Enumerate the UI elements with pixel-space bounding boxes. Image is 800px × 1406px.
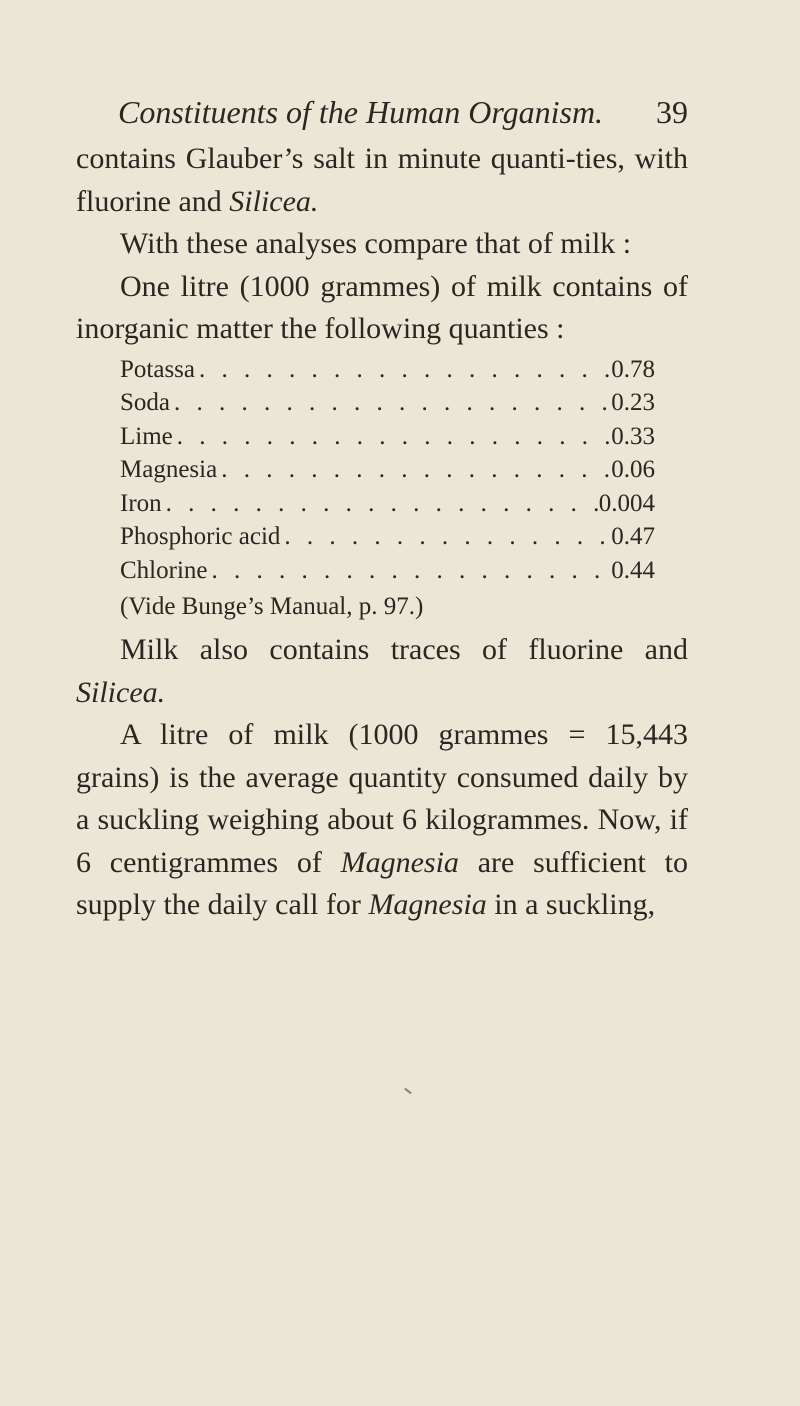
dot-leader: [173, 420, 611, 454]
paragraph-text: contains Glauber’s salt in minute quanti-ties, with fluorine and: [76, 142, 688, 218]
row-label: Lime: [120, 422, 173, 450]
paragraph-traces: [76, 629, 688, 714]
paragraph-suckling: [76, 714, 688, 927]
paragraph-italic-term: Silicea.: [76, 675, 166, 709]
page-number: 39: [656, 94, 688, 130]
row-label: Chlorine: [120, 556, 208, 584]
paragraph-text: Milk also contains traces of fluorine and: [120, 633, 688, 666]
row-value: 0.78: [611, 355, 655, 383]
table-citation: (Vide Bunge’s Manual, p. 97.): [120, 593, 424, 620]
table-row: [120, 453, 655, 487]
table-row: [120, 386, 655, 420]
row-value: 0.23: [611, 389, 655, 416]
dot-leader: [280, 520, 611, 554]
paragraph-text: in a suckling,: [486, 888, 656, 921]
milk-composition-table: [120, 353, 655, 588]
table-row: [120, 353, 655, 387]
running-head-title: Constituents of the Human Organism.: [118, 94, 604, 130]
dot-leader: [162, 487, 599, 521]
stray-ink-mark: [404, 1088, 412, 1095]
table-row: [120, 520, 655, 554]
row-value: 0.004: [598, 489, 655, 517]
table-row: [120, 554, 655, 588]
paragraph-text: are sufficient to supply the daily call for: [76, 845, 688, 921]
paragraph-compare-milk: With these analyses compare that of milk :: [120, 227, 632, 260]
table-row: [120, 487, 655, 521]
row-value: 0.44: [611, 556, 655, 584]
body-text: [76, 138, 688, 927]
paragraph-continuation: [76, 138, 688, 223]
table-row: [120, 420, 655, 454]
row-value: 0.33: [611, 422, 655, 450]
row-label: Iron: [120, 489, 162, 517]
row-label: Phosphoric acid: [120, 523, 281, 550]
row-value: 0.47: [611, 523, 655, 550]
paragraph-italic-term: Magnesia: [368, 888, 487, 921]
running-head: [118, 92, 688, 132]
paragraph-text: A litre of milk (1000 grammes = 15,443 grains) is the average quantity consumed daily by a suckling weighing about 6 kilogrammes. Now, if 6 centigrammes of: [76, 718, 688, 879]
row-label: Potassa: [120, 355, 195, 383]
paragraph-litre-of-milk: One litre (1000 grammes) of milk contains of inorganic matter the following quanties :: [76, 269, 688, 345]
paragraph-italic-term: Magnesia: [340, 845, 459, 879]
dot-leader: [170, 386, 611, 420]
row-label: Soda: [120, 389, 170, 416]
row-value: 0.06: [611, 456, 655, 483]
dot-leader: [195, 353, 611, 387]
row-label: Magnesia: [120, 456, 218, 483]
dot-leader: [217, 453, 611, 487]
paragraph-italic-term: Silicea.: [229, 184, 319, 218]
dot-leader: [208, 554, 612, 588]
